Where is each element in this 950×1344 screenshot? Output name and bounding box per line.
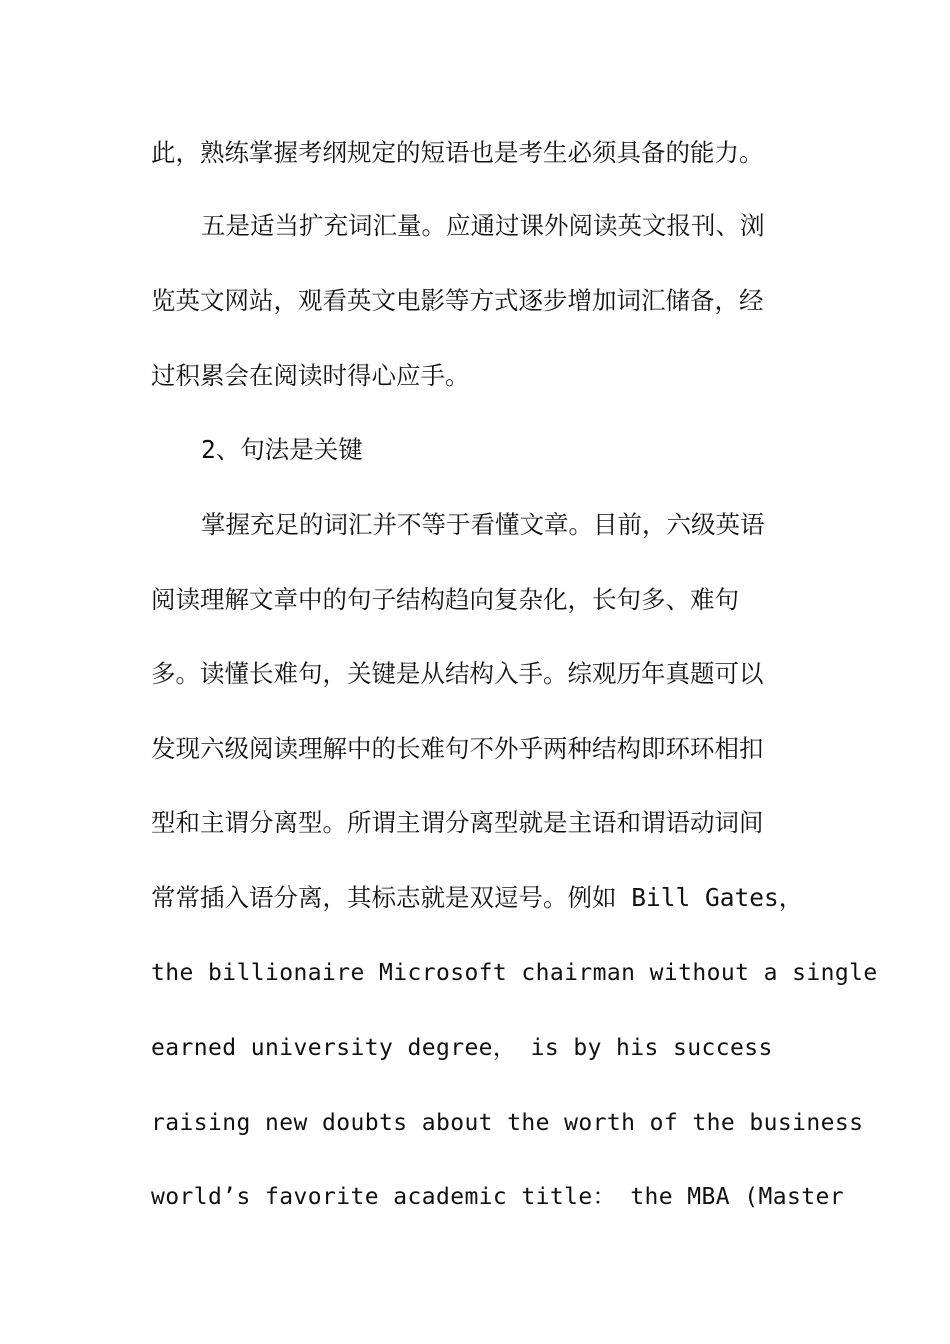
text-line-9: 发现六级阅读理解中的长难句不外乎两种结构即环环相扣 bbox=[151, 734, 764, 763]
text-line-1: 此，熟练掌握考纲规定的短语也是考生必须具备的能力。 bbox=[151, 138, 764, 167]
text-line-14: raising new doubts about the worth of the business bbox=[151, 1110, 864, 1136]
text-line-3: 览英文网站，观看英文电影等方式逐步增加词汇储备，经 bbox=[151, 286, 764, 315]
text-line-10: 型和主谓分离型。所谓主谓分离型就是主语和谓语动词间 bbox=[151, 808, 764, 837]
section-heading: 2、句法是关键 bbox=[201, 435, 363, 464]
text-line-2: 五是适当扩充词汇量。应通过课外阅读英文报刊、浏 bbox=[201, 211, 765, 240]
text-line-11: 常常插入语分离，其标志就是双逗号。例如 Bill Gates， bbox=[151, 883, 804, 912]
text-line-6: 掌握充足的词汇并不等于看懂文章。目前，六级英语 bbox=[201, 510, 765, 539]
text-line-4: 过积累会在阅读时得心应手。 bbox=[151, 361, 470, 390]
text-line-7: 阅读理解文章中的句子结构趋向复杂化，长句多、难句 bbox=[151, 585, 739, 614]
text-line-8: 多。读懂长难句，关键是从结构入手。综观历年真题可以 bbox=[151, 659, 764, 688]
text-line-15: world’s favorite academic title： the MBA (Master bbox=[151, 1184, 845, 1210]
text-line-12: the billionaire Microsoft chairman without a single bbox=[151, 960, 878, 986]
text-line-13: earned university degree， is by his success bbox=[151, 1035, 773, 1061]
